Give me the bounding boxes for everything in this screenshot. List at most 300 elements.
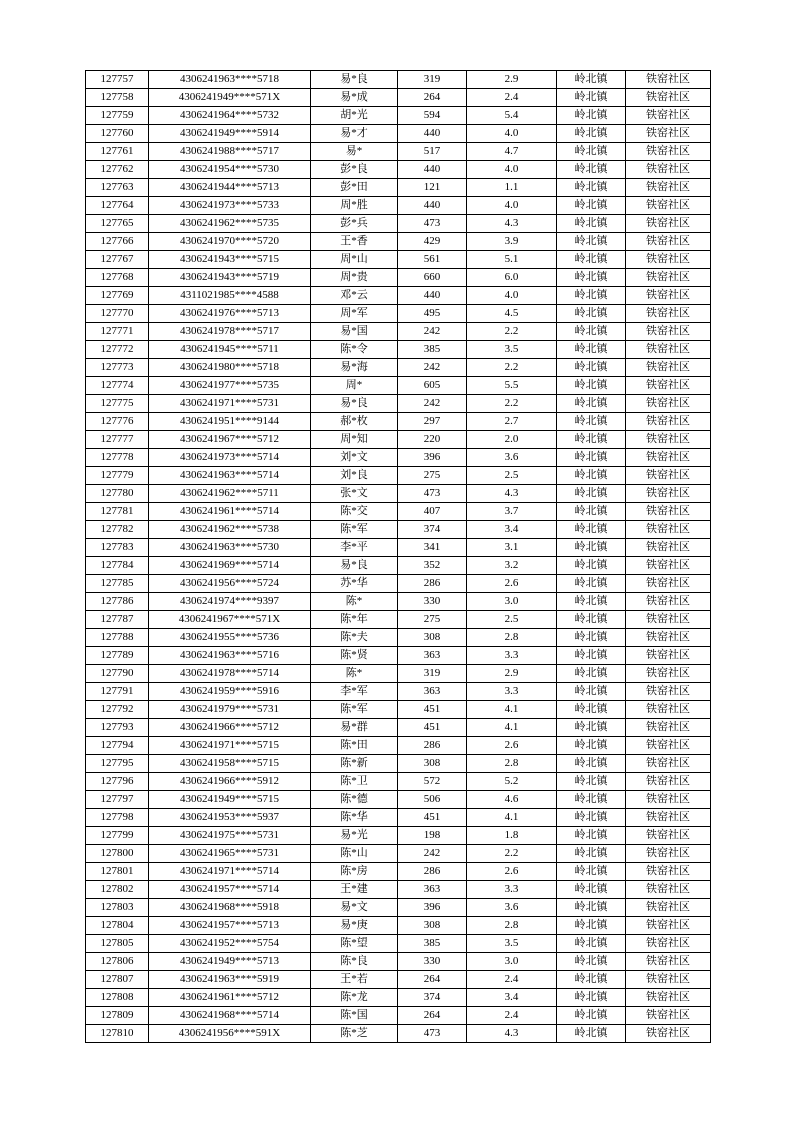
cell-serial: 127779 [86,467,149,485]
cell-id_masked: 4306241968****5714 [149,1007,311,1025]
cell-serial: 127798 [86,809,149,827]
cell-serial: 127785 [86,575,149,593]
records-table-body [86,71,711,1043]
cell-serial: 127783 [86,539,149,557]
cell-community: 铁窑社区 [626,683,711,701]
cell-community: 铁窑社区 [626,539,711,557]
cell-town: 岭北镇 [557,863,626,881]
cell-id_masked: 4306241973****5714 [149,449,311,467]
cell-community: 铁窑社区 [626,899,711,917]
cell-town: 岭北镇 [557,899,626,917]
cell-value: 5.4 [467,107,557,125]
cell-name: 彭*兵 [311,215,398,233]
cell-community: 铁窑社区 [626,305,711,323]
cell-id_masked: 4306241949****5715 [149,791,311,809]
cell-value: 2.7 [467,413,557,431]
cell-town: 岭北镇 [557,269,626,287]
cell-name: 彭*良 [311,161,398,179]
cell-town: 岭北镇 [557,629,626,647]
table-row [86,161,711,179]
cell-id_masked: 4306241963****5716 [149,647,311,665]
cell-value: 3.5 [467,341,557,359]
cell-community: 铁窑社区 [626,359,711,377]
cell-town: 岭北镇 [557,827,626,845]
cell-amount: 561 [398,251,467,269]
cell-town: 岭北镇 [557,575,626,593]
cell-value: 2.4 [467,971,557,989]
cell-id_masked: 4306241963****5714 [149,467,311,485]
table-row [86,89,711,107]
cell-id_masked: 4306241978****5714 [149,665,311,683]
cell-id_masked: 4306241956****5724 [149,575,311,593]
cell-town: 岭北镇 [557,755,626,773]
cell-serial: 127806 [86,953,149,971]
cell-amount: 605 [398,377,467,395]
cell-value: 4.1 [467,719,557,737]
cell-name: 陈*贤 [311,647,398,665]
cell-amount: 451 [398,719,467,737]
cell-serial: 127796 [86,773,149,791]
cell-community: 铁窑社区 [626,449,711,467]
cell-amount: 286 [398,737,467,755]
cell-community: 铁窑社区 [626,863,711,881]
cell-name: 易*庚 [311,917,398,935]
cell-value: 3.7 [467,503,557,521]
cell-community: 铁窑社区 [626,377,711,395]
cell-name: 彭*田 [311,179,398,197]
cell-name: 张*文 [311,485,398,503]
table-row [86,449,711,467]
cell-serial: 127773 [86,359,149,377]
cell-amount: 374 [398,521,467,539]
cell-amount: 396 [398,449,467,467]
table-row [86,485,711,503]
cell-id_masked: 4306241943****5715 [149,251,311,269]
cell-id_masked: 4306241966****5912 [149,773,311,791]
cell-serial: 127809 [86,1007,149,1025]
cell-name: 李*军 [311,683,398,701]
cell-amount: 264 [398,971,467,989]
cell-amount: 242 [398,323,467,341]
cell-amount: 275 [398,467,467,485]
cell-town: 岭北镇 [557,341,626,359]
cell-name: 易*良 [311,71,398,89]
cell-town: 岭北镇 [557,611,626,629]
cell-value: 5.5 [467,377,557,395]
cell-id_masked: 4306241967****5712 [149,431,311,449]
cell-id_masked: 4306241962****5711 [149,485,311,503]
cell-community: 铁窑社区 [626,1007,711,1025]
cell-serial: 127757 [86,71,149,89]
cell-community: 铁窑社区 [626,395,711,413]
cell-amount: 473 [398,215,467,233]
cell-town: 岭北镇 [557,917,626,935]
table-row [86,1007,711,1025]
cell-id_masked: 4306241973****5733 [149,197,311,215]
cell-town: 岭北镇 [557,989,626,1007]
table-row [86,431,711,449]
cell-community: 铁窑社区 [626,737,711,755]
cell-community: 铁窑社区 [626,701,711,719]
cell-id_masked: 4306241955****5736 [149,629,311,647]
cell-amount: 319 [398,71,467,89]
cell-value: 2.8 [467,755,557,773]
cell-amount: 440 [398,161,467,179]
cell-id_masked: 4306241976****5713 [149,305,311,323]
cell-community: 铁窑社区 [626,233,711,251]
cell-id_masked: 4311021985****4588 [149,287,311,305]
cell-amount: 374 [398,989,467,1007]
table-row [86,791,711,809]
cell-amount: 286 [398,575,467,593]
cell-id_masked: 4306241949****5713 [149,953,311,971]
cell-town: 岭北镇 [557,1007,626,1025]
cell-amount: 242 [398,359,467,377]
cell-value: 2.6 [467,575,557,593]
cell-serial: 127776 [86,413,149,431]
cell-name: 易*文 [311,899,398,917]
cell-town: 岭北镇 [557,215,626,233]
table-row [86,809,711,827]
cell-value: 4.3 [467,1025,557,1043]
cell-serial: 127766 [86,233,149,251]
table-row [86,845,711,863]
cell-id_masked: 4306241966****5712 [149,719,311,737]
cell-value: 2.2 [467,323,557,341]
cell-value: 5.2 [467,773,557,791]
cell-town: 岭北镇 [557,89,626,107]
cell-amount: 264 [398,1007,467,1025]
cell-town: 岭北镇 [557,719,626,737]
cell-serial: 127761 [86,143,149,161]
cell-serial: 127774 [86,377,149,395]
cell-community: 铁窑社区 [626,71,711,89]
cell-amount: 341 [398,539,467,557]
cell-serial: 127758 [86,89,149,107]
cell-town: 岭北镇 [557,251,626,269]
table-row [86,899,711,917]
cell-community: 铁窑社区 [626,107,711,125]
cell-serial: 127788 [86,629,149,647]
cell-amount: 308 [398,917,467,935]
cell-town: 岭北镇 [557,107,626,125]
table-row [86,827,711,845]
cell-value: 2.2 [467,395,557,413]
cell-town: 岭北镇 [557,1025,626,1043]
table-row [86,377,711,395]
cell-id_masked: 4306241951****9144 [149,413,311,431]
cell-id_masked: 4306241963****5718 [149,71,311,89]
cell-value: 3.0 [467,593,557,611]
cell-town: 岭北镇 [557,521,626,539]
cell-community: 铁窑社区 [626,341,711,359]
cell-name: 陈*年 [311,611,398,629]
cell-name: 李*平 [311,539,398,557]
table-row [86,863,711,881]
cell-name: 易*群 [311,719,398,737]
cell-id_masked: 4306241979****5731 [149,701,311,719]
records-table [85,70,711,1043]
cell-id_masked: 4306241962****5738 [149,521,311,539]
cell-town: 岭北镇 [557,683,626,701]
cell-serial: 127803 [86,899,149,917]
cell-community: 铁窑社区 [626,755,711,773]
cell-amount: 297 [398,413,467,431]
cell-id_masked: 4306241971****5715 [149,737,311,755]
cell-amount: 220 [398,431,467,449]
cell-community: 铁窑社区 [626,989,711,1007]
cell-town: 岭北镇 [557,467,626,485]
cell-community: 铁窑社区 [626,611,711,629]
cell-value: 2.9 [467,665,557,683]
cell-value: 2.6 [467,863,557,881]
cell-value: 2.9 [467,71,557,89]
cell-serial: 127771 [86,323,149,341]
table-row [86,701,711,719]
cell-value: 2.5 [467,467,557,485]
cell-name: 易*良 [311,395,398,413]
cell-id_masked: 4306241945****5711 [149,341,311,359]
cell-amount: 363 [398,881,467,899]
cell-amount: 440 [398,287,467,305]
table-row [86,521,711,539]
table-row [86,647,711,665]
cell-name: 苏*华 [311,575,398,593]
cell-town: 岭北镇 [557,431,626,449]
cell-id_masked: 4306241971****5731 [149,395,311,413]
cell-serial: 127780 [86,485,149,503]
cell-amount: 495 [398,305,467,323]
cell-id_masked: 4306241952****5754 [149,935,311,953]
cell-amount: 286 [398,863,467,881]
cell-town: 岭北镇 [557,791,626,809]
cell-value: 4.0 [467,197,557,215]
cell-name: 周*军 [311,305,398,323]
cell-serial: 127789 [86,647,149,665]
cell-value: 4.0 [467,287,557,305]
cell-name: 陈*田 [311,737,398,755]
cell-community: 铁窑社区 [626,773,711,791]
table-row [86,773,711,791]
cell-community: 铁窑社区 [626,971,711,989]
cell-value: 4.6 [467,791,557,809]
cell-value: 2.5 [467,611,557,629]
table-row [86,611,711,629]
cell-serial: 127763 [86,179,149,197]
cell-town: 岭北镇 [557,197,626,215]
cell-amount: 264 [398,89,467,107]
cell-amount: 198 [398,827,467,845]
cell-town: 岭北镇 [557,809,626,827]
cell-value: 3.6 [467,899,557,917]
cell-id_masked: 4306241958****5715 [149,755,311,773]
cell-town: 岭北镇 [557,737,626,755]
table-row [86,251,711,269]
table-row [86,971,711,989]
cell-value: 2.0 [467,431,557,449]
cell-name: 陈*交 [311,503,398,521]
cell-serial: 127787 [86,611,149,629]
cell-community: 铁窑社区 [626,269,711,287]
cell-community: 铁窑社区 [626,647,711,665]
cell-id_masked: 4306241949****5914 [149,125,311,143]
cell-id_masked: 4306241988****5717 [149,143,311,161]
cell-name: 王*香 [311,233,398,251]
cell-id_masked: 4306241965****5731 [149,845,311,863]
cell-serial: 127797 [86,791,149,809]
table-row [86,71,711,89]
cell-id_masked: 4306241967****571X [149,611,311,629]
cell-name: 易*国 [311,323,398,341]
cell-value: 3.3 [467,881,557,899]
cell-name: 易*光 [311,827,398,845]
cell-name: 陈*山 [311,845,398,863]
cell-community: 铁窑社区 [626,809,711,827]
cell-amount: 517 [398,143,467,161]
cell-community: 铁窑社区 [626,935,711,953]
cell-value: 1.8 [467,827,557,845]
cell-serial: 127765 [86,215,149,233]
table-row [86,467,711,485]
cell-name: 陈*军 [311,521,398,539]
cell-amount: 385 [398,935,467,953]
cell-community: 铁窑社区 [626,953,711,971]
cell-serial: 127769 [86,287,149,305]
cell-town: 岭北镇 [557,305,626,323]
cell-name: 易*海 [311,359,398,377]
cell-name: 陈*华 [311,809,398,827]
cell-town: 岭北镇 [557,395,626,413]
cell-id_masked: 4306241963****5730 [149,539,311,557]
table-row [86,287,711,305]
cell-id_masked: 4306241953****5937 [149,809,311,827]
cell-community: 铁窑社区 [626,125,711,143]
cell-serial: 127801 [86,863,149,881]
cell-serial: 127791 [86,683,149,701]
cell-community: 铁窑社区 [626,575,711,593]
cell-community: 铁窑社区 [626,881,711,899]
cell-amount: 396 [398,899,467,917]
cell-amount: 330 [398,953,467,971]
cell-id_masked: 4306241964****5732 [149,107,311,125]
cell-name: 周*胜 [311,197,398,215]
cell-name: 陈*望 [311,935,398,953]
cell-community: 铁窑社区 [626,161,711,179]
table-row [86,197,711,215]
cell-amount: 506 [398,791,467,809]
cell-name: 陈*良 [311,953,398,971]
table-row [86,737,711,755]
cell-amount: 407 [398,503,467,521]
cell-name: 刘*良 [311,467,398,485]
cell-amount: 440 [398,197,467,215]
cell-amount: 308 [398,755,467,773]
cell-name: 易*成 [311,89,398,107]
cell-serial: 127786 [86,593,149,611]
cell-amount: 429 [398,233,467,251]
cell-community: 铁窑社区 [626,467,711,485]
cell-town: 岭北镇 [557,953,626,971]
cell-serial: 127800 [86,845,149,863]
cell-value: 2.4 [467,1007,557,1025]
cell-serial: 127772 [86,341,149,359]
cell-community: 铁窑社区 [626,719,711,737]
table-row [86,323,711,341]
table-row [86,935,711,953]
cell-town: 岭北镇 [557,701,626,719]
cell-serial: 127760 [86,125,149,143]
cell-name: 周*贵 [311,269,398,287]
cell-name: 陈* [311,593,398,611]
cell-town: 岭北镇 [557,233,626,251]
table-row [86,107,711,125]
cell-town: 岭北镇 [557,971,626,989]
cell-amount: 242 [398,845,467,863]
cell-value: 2.4 [467,89,557,107]
cell-amount: 275 [398,611,467,629]
cell-value: 3.6 [467,449,557,467]
cell-town: 岭北镇 [557,287,626,305]
cell-amount: 363 [398,683,467,701]
cell-town: 岭北镇 [557,539,626,557]
cell-id_masked: 4306241974****9397 [149,593,311,611]
cell-serial: 127778 [86,449,149,467]
cell-community: 铁窑社区 [626,845,711,863]
table-row [86,665,711,683]
cell-town: 岭北镇 [557,125,626,143]
cell-value: 3.5 [467,935,557,953]
cell-value: 4.0 [467,161,557,179]
cell-town: 岭北镇 [557,449,626,467]
cell-serial: 127808 [86,989,149,1007]
cell-value: 3.3 [467,683,557,701]
cell-serial: 127810 [86,1025,149,1043]
cell-community: 铁窑社区 [626,143,711,161]
table-row [86,629,711,647]
cell-value: 1.1 [467,179,557,197]
cell-serial: 127781 [86,503,149,521]
cell-town: 岭北镇 [557,881,626,899]
cell-value: 3.1 [467,539,557,557]
cell-serial: 127777 [86,431,149,449]
cell-amount: 451 [398,701,467,719]
cell-community: 铁窑社区 [626,197,711,215]
cell-id_masked: 4306241949****571X [149,89,311,107]
cell-community: 铁窑社区 [626,521,711,539]
table-row [86,953,711,971]
table-row [86,143,711,161]
cell-value: 4.5 [467,305,557,323]
cell-serial: 127807 [86,971,149,989]
table-row [86,179,711,197]
cell-name: 王*若 [311,971,398,989]
cell-community: 铁窑社区 [626,413,711,431]
cell-name: 陈*夫 [311,629,398,647]
cell-amount: 451 [398,809,467,827]
cell-town: 岭北镇 [557,179,626,197]
table-row [86,575,711,593]
table-row [86,125,711,143]
cell-town: 岭北镇 [557,557,626,575]
cell-community: 铁窑社区 [626,431,711,449]
cell-amount: 440 [398,125,467,143]
cell-value: 3.4 [467,521,557,539]
table-row [86,359,711,377]
cell-name: 陈*卫 [311,773,398,791]
table-row [86,557,711,575]
cell-value: 3.2 [467,557,557,575]
cell-town: 岭北镇 [557,485,626,503]
